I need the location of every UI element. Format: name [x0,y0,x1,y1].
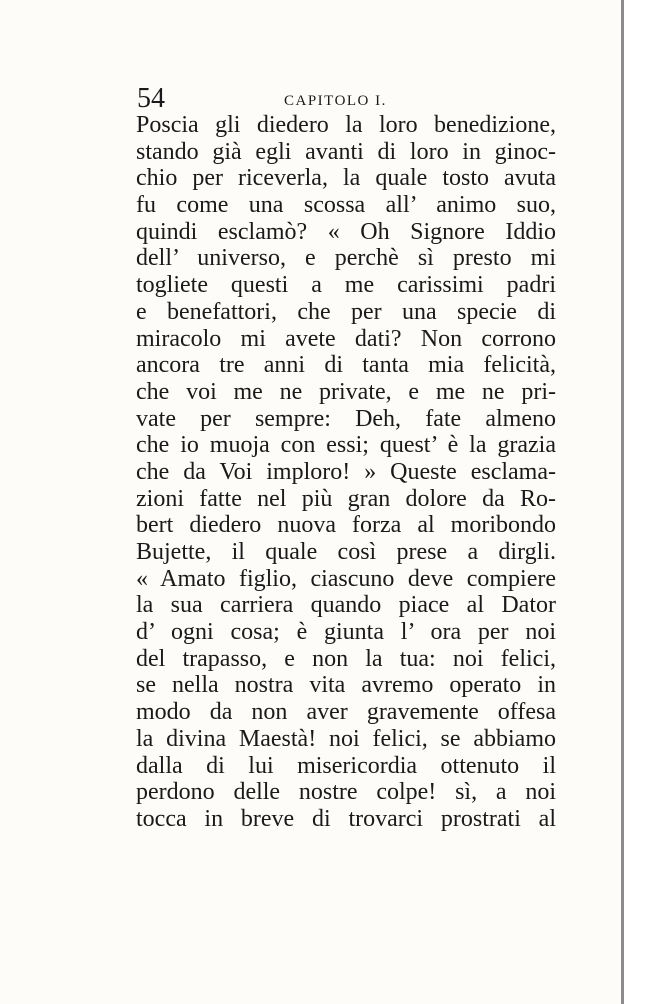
text-line: del trapasso, e non la tua: noi felici, [136,645,556,672]
text-line: Bujette, il quale così prese a dirgli. [136,539,556,565]
text-line: dalla di lui misericordia ottenuto il [136,752,556,779]
text-line: tocca in breve di trovarci prostrati al [136,805,556,832]
page-margin-right [624,0,662,1004]
text-line: che da Voi imploro! » Queste esclama- [136,458,556,485]
text-line: zioni fatte nel più gran dolore da Ro- [136,485,556,512]
text-line: « Amato figlio, ciascuno deve compiere [136,565,556,592]
text-line: che io muoja con essi; quest’ è la grazia [136,432,556,459]
text-line: stando già egli avanti di loro in ginoc- [136,138,556,165]
text-line: quindi esclamò? « Oh Signore Iddio [136,218,556,245]
text-line: ancora tre anni di tanta mia felicità, [136,352,556,379]
text-line: bert diedero nuova forza al moribondo [136,512,556,539]
text-line: modo da non aver gravemente offesa [136,699,556,726]
text-line: perdono delle nostre colpe! sì, a noi [136,779,556,806]
text-line: dell’ universo, e perchè sì presto mi [136,245,556,272]
text-line: d’ ogni cosa; è giunta l’ ora per noi [136,619,556,646]
text-line: vate per sempre: Deh, fate almeno [136,405,556,432]
text-line: se nella nostra vita avremo operato in [136,672,556,699]
page-number: 54 [137,83,165,114]
text-line: chio per riceverla, la quale tosto avuta [136,165,556,192]
text-line: togliete questi a me carissimi padri [136,272,556,299]
text-line: e benefattori, che per una specie di [136,298,556,325]
text-line: che voi me ne private, e me ne pri- [136,378,556,405]
text-line: la divina Maestà! noi felici, se abbiamo [136,725,556,752]
text-line: la sua carriera quando piace al Dator [136,592,556,619]
text-line: Poscia gli diedero la loro benedizione, [136,112,556,138]
running-head: CAPITOLO I. [284,93,387,109]
body-text [136,112,556,833]
text-line: fu come una scossa all’ animo suo, [136,192,556,219]
text-line: miracolo mi avete dati? Non corrono [136,325,556,352]
